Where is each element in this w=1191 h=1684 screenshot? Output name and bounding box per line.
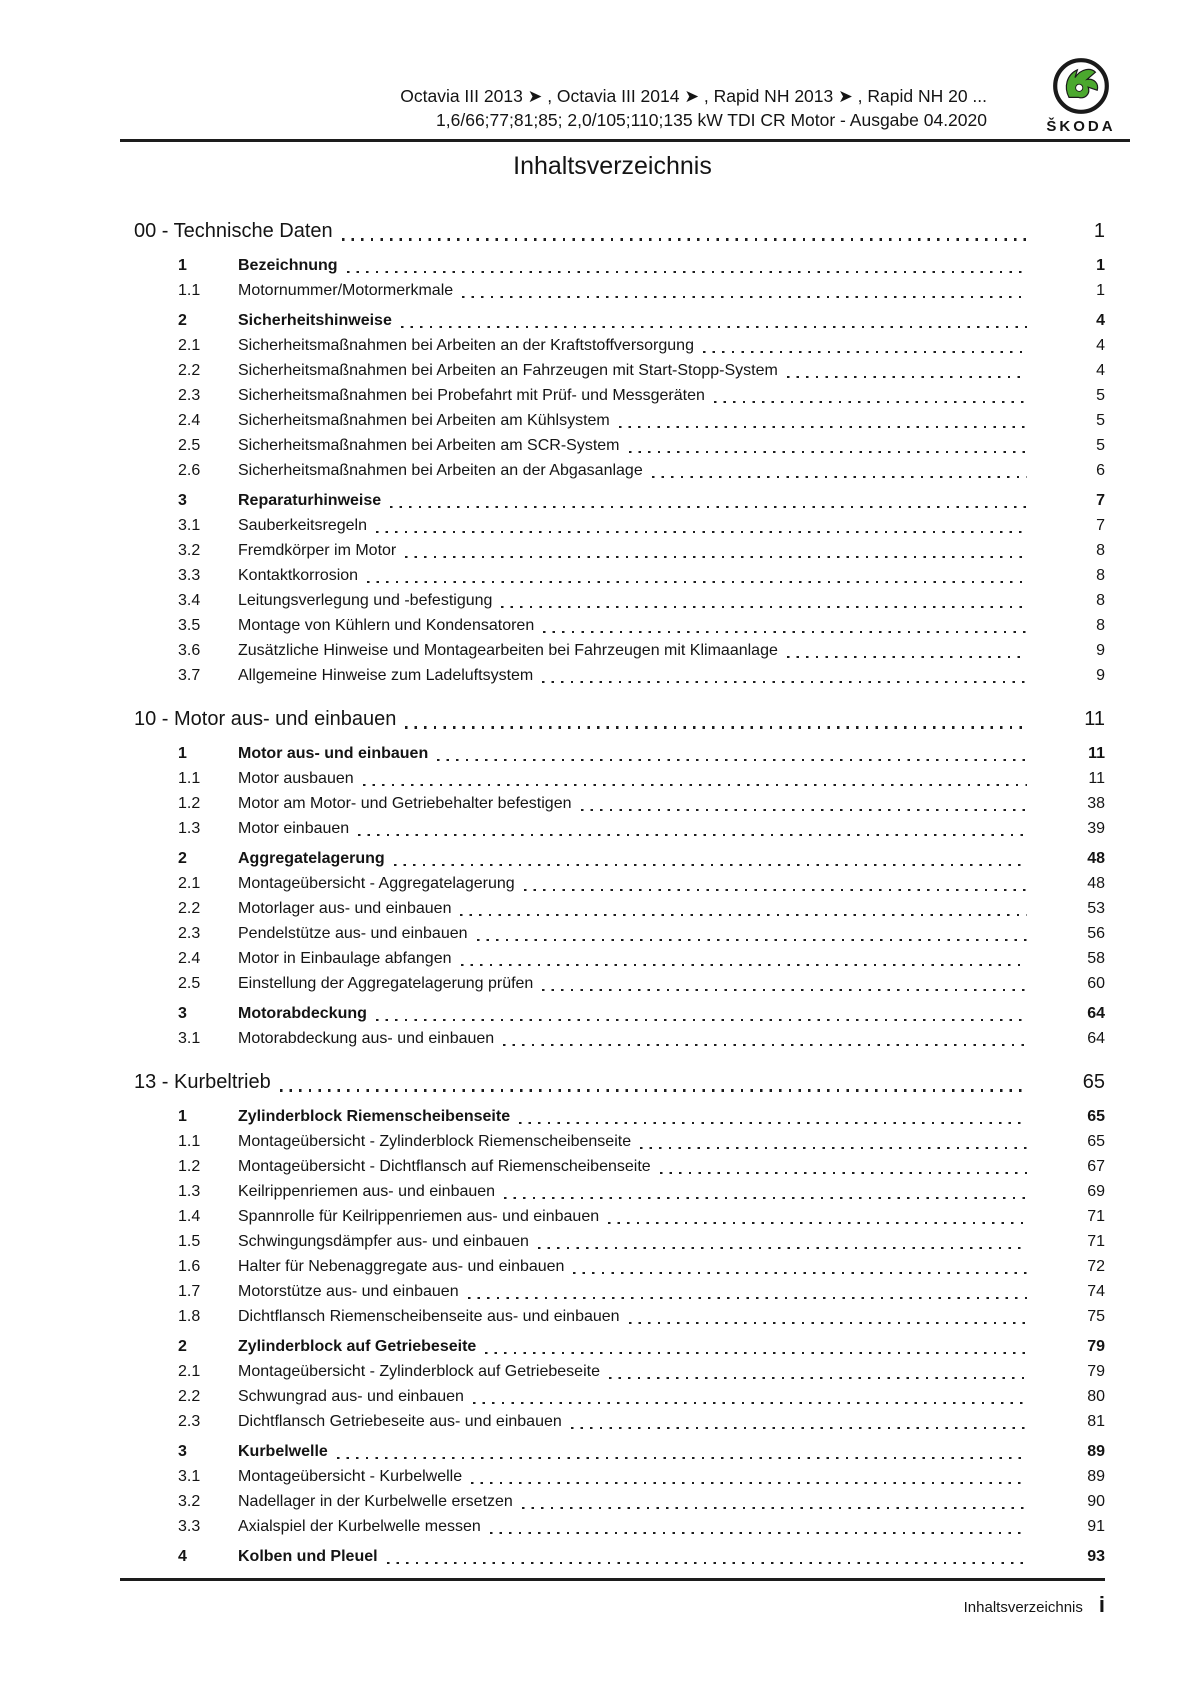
page-title: Inhaltsverzeichnis — [513, 152, 712, 180]
toc-entry-number: 2.2 — [178, 362, 201, 379]
toc-entry-page: 11 — [1088, 745, 1105, 762]
toc-entry-page: 89 — [1087, 1468, 1105, 1485]
toc-entry-title: Zylinderblock Riemenscheibenseite — [238, 1108, 511, 1125]
footer-divider — [120, 1578, 1105, 1581]
toc-entry-title: Montageübersicht - Aggregatelagerung — [238, 875, 515, 892]
dot-leader — [485, 1352, 1027, 1354]
toc-entry-number: 3.5 — [178, 617, 201, 634]
toc-entry-title: Kontaktkorrosion — [238, 567, 359, 584]
dot-leader — [387, 1562, 1027, 1564]
toc-entry-row[interactable] — [120, 896, 1105, 921]
toc-entry-row[interactable] — [120, 846, 1105, 871]
toc-entry-title: Nadellager in der Kurbelwelle ersetzen — [238, 1493, 513, 1510]
toc-entry-row[interactable] — [120, 488, 1105, 513]
toc-entry-page: 64 — [1087, 1030, 1105, 1047]
toc-entry-row[interactable] — [120, 1179, 1105, 1204]
toc-entry-title: Montageübersicht - Zylinderblock auf Getriebeseite — [238, 1363, 600, 1380]
footer-page-number: i — [1098, 1592, 1105, 1617]
dot-leader — [571, 1427, 1027, 1429]
toc-entry-row[interactable] — [120, 1409, 1105, 1434]
toc-entry-number: 2.6 — [178, 462, 201, 479]
toc-entry-page: 75 — [1087, 1308, 1105, 1325]
toc-entry-number: 1.7 — [178, 1283, 201, 1300]
dot-leader — [490, 1532, 1027, 1534]
dot-leader — [504, 1197, 1027, 1199]
toc-chapter-title: 00 - Technische Daten — [134, 220, 333, 242]
toc-entry-row[interactable] — [120, 1001, 1105, 1026]
dot-leader — [358, 834, 1027, 836]
toc-entry-page: 9 — [1096, 667, 1105, 684]
toc-chapter-title: 13 - Kurbeltrieb — [134, 1071, 271, 1093]
toc-entry-page: 9 — [1096, 642, 1105, 659]
toc-entry-page: 7 — [1096, 492, 1105, 509]
toc-entry-page: 71 — [1087, 1233, 1105, 1250]
toc-entry-title: Motor am Motor- und Getriebehalter befestigen — [238, 795, 572, 812]
toc-entry-title: Montageübersicht - Dichtflansch auf Riemenscheibenseite — [238, 1158, 651, 1175]
toc-entry-page: 1 — [1096, 282, 1105, 299]
dot-leader — [477, 939, 1027, 941]
dot-leader — [629, 1322, 1027, 1324]
toc-entry-row[interactable] — [120, 433, 1105, 458]
toc-entry-row[interactable] — [120, 613, 1105, 638]
toc-entry-number: 1.1 — [178, 1133, 201, 1150]
toc-chapter-page: 65 — [1082, 1071, 1105, 1093]
toc-entry-page: 6 — [1096, 462, 1105, 479]
toc-entry-number: 2 — [178, 850, 187, 867]
toc-entry-page: 79 — [1087, 1363, 1105, 1380]
toc-entry-title: Motorlager aus- und einbauen — [238, 900, 452, 917]
dot-leader — [522, 1507, 1027, 1509]
dot-leader — [640, 1147, 1027, 1149]
toc-entry-number: 3.1 — [178, 1030, 201, 1047]
toc-entry-row[interactable] — [120, 588, 1105, 613]
toc-entry-row[interactable] — [120, 741, 1105, 766]
toc-entry-page: 4 — [1096, 312, 1105, 329]
toc-entry-row[interactable] — [120, 871, 1105, 896]
toc-entry-number: 3.1 — [178, 1468, 201, 1485]
toc-entry-title: Halter für Nebenaggregate aus- und einbauen — [238, 1258, 565, 1275]
toc-entry-number: 1.2 — [178, 795, 201, 812]
toc-entry-number: 2.1 — [178, 1363, 201, 1380]
toc-entry-row[interactable] — [120, 791, 1105, 816]
toc-entry-page: 5 — [1096, 412, 1105, 429]
dot-leader — [714, 401, 1027, 403]
toc-entry-number: 3 — [178, 492, 187, 509]
toc-entry-row[interactable] — [120, 1439, 1105, 1464]
toc-entry-row[interactable] — [120, 278, 1105, 303]
toc-entry-number: 3.7 — [178, 667, 201, 684]
toc-entry-row[interactable] — [120, 513, 1105, 538]
toc-entry-title: Dichtflansch Getriebeseite aus- und einbauen — [238, 1413, 562, 1430]
toc-entry-number: 1.3 — [178, 820, 201, 837]
toc-chapter-page: 11 — [1084, 708, 1105, 730]
toc-entry-row[interactable] — [120, 638, 1105, 663]
toc-entry-number: 1.8 — [178, 1308, 201, 1325]
dot-leader — [462, 296, 1027, 298]
dot-leader — [280, 1089, 1027, 1092]
toc-entry-number: 1 — [178, 745, 187, 762]
toc-entry-title: Sicherheitsmaßnahmen bei Arbeiten am Kühlsystem — [238, 412, 610, 429]
toc-entry-title: Zylinderblock auf Getriebeseite — [238, 1338, 477, 1355]
toc-entry-title: Schwungrad aus- und einbauen — [238, 1388, 464, 1405]
toc-entry-title: Sicherheitshinweise — [238, 312, 392, 329]
toc-entry-page: 72 — [1087, 1258, 1105, 1275]
toc-entry-title: Motor einbauen — [238, 820, 350, 837]
toc-entry-title: Motorstütze aus- und einbauen — [238, 1283, 459, 1300]
dot-leader — [471, 1482, 1027, 1484]
toc-chapter-row[interactable] — [120, 702, 1105, 736]
dot-leader — [394, 864, 1027, 866]
dot-leader — [405, 726, 1027, 729]
toc-entry-title: Sicherheitsmaßnahmen bei Arbeiten an Fahrzeugen mit Start-Stopp-System — [238, 362, 778, 379]
dot-leader — [787, 376, 1027, 378]
dot-leader — [652, 476, 1027, 478]
toc-entry-title: Dichtflansch Riemenscheibenseite aus- und einbauen — [238, 1308, 620, 1325]
toc-entry-page: 69 — [1087, 1183, 1105, 1200]
toc-entry-row[interactable] — [120, 538, 1105, 563]
toc-entry-row[interactable] — [120, 1514, 1105, 1539]
toc-entry-title: Reparaturhinweise — [238, 492, 382, 509]
toc-entry-number: 2.4 — [178, 950, 201, 967]
toc-entry-title: Axialspiel der Kurbelwelle messen — [238, 1518, 481, 1535]
dot-leader — [524, 889, 1027, 891]
toc-entry-number: 1.1 — [178, 770, 201, 787]
toc-entry-row[interactable] — [120, 1304, 1105, 1329]
toc-entry-number: 2 — [178, 1338, 187, 1355]
dot-leader — [460, 914, 1027, 916]
skoda-wordmark: ŠKODA — [1046, 118, 1116, 135]
toc-entry-number: 2.2 — [178, 900, 201, 917]
toc-entry-title: Sicherheitsmaßnahmen bei Arbeiten am SCR-System — [238, 437, 620, 454]
dot-leader — [660, 1172, 1027, 1174]
toc-entry-number: 1.1 — [178, 282, 201, 299]
toc-entry-title: Montageübersicht - Zylinderblock Riemenscheibenseite — [238, 1133, 632, 1150]
toc-entry-page: 80 — [1087, 1388, 1105, 1405]
toc-entry-number: 3.6 — [178, 642, 201, 659]
toc-chapter — [120, 702, 1105, 1051]
toc-entry-row[interactable] — [120, 766, 1105, 791]
dot-leader — [461, 964, 1028, 966]
dot-leader — [376, 531, 1027, 533]
dot-leader — [401, 326, 1027, 328]
dot-leader — [468, 1297, 1027, 1299]
dot-leader — [609, 1377, 1027, 1379]
dot-leader — [703, 351, 1027, 353]
toc-entry-page: 8 — [1096, 542, 1105, 559]
toc-entry-title: Einstellung der Aggregatelagerung prüfen — [238, 975, 534, 992]
toc-entry-row[interactable] — [120, 358, 1105, 383]
toc-entry-page: 65 — [1087, 1133, 1105, 1150]
toc-entry-title: Sicherheitsmaßnahmen bei Arbeiten an der Abgasanlage — [238, 462, 643, 479]
dot-leader — [581, 809, 1028, 811]
toc-entry-number: 1.3 — [178, 1183, 201, 1200]
toc-entry-number: 2.3 — [178, 1413, 201, 1430]
page-footer — [964, 1592, 1105, 1618]
toc-entry-page: 74 — [1087, 1283, 1105, 1300]
toc-entry-title: Sauberkeitsregeln — [238, 517, 367, 534]
dot-leader — [376, 1019, 1027, 1021]
toc-entry-page: 60 — [1087, 975, 1105, 992]
header-divider — [120, 139, 1130, 142]
toc-entry-row[interactable] — [120, 1104, 1105, 1129]
toc-entry-number: 2.1 — [178, 875, 201, 892]
dot-leader — [347, 271, 1027, 273]
toc-entry-number: 4 — [178, 1548, 187, 1565]
toc-entry-row[interactable] — [120, 946, 1105, 971]
toc-entry-number: 3.4 — [178, 592, 201, 609]
toc-entry-number: 3.3 — [178, 1518, 201, 1535]
toc-entry-title: Fremdkörper im Motor — [238, 542, 397, 559]
dot-leader — [787, 656, 1027, 658]
dot-leader — [519, 1122, 1027, 1124]
toc-entry-row[interactable] — [120, 1464, 1105, 1489]
toc-entry-page: 38 — [1087, 795, 1105, 812]
skoda-roundel-icon — [1051, 56, 1111, 116]
toc-entry-row[interactable] — [120, 1204, 1105, 1229]
toc-entry-page: 71 — [1087, 1208, 1105, 1225]
header-engine-line: 1,6/66;77;81;85; 2,0/105;110;135 kW TDI CR Motor - Ausgabe 04.2020 — [436, 110, 987, 130]
toc-entry-row[interactable] — [120, 1254, 1105, 1279]
toc — [120, 200, 1105, 1569]
toc-entry-title: Bezeichnung — [238, 257, 338, 274]
dot-leader — [405, 556, 1027, 558]
toc-entry-title: Motornummer/Motormerkmale — [238, 282, 454, 299]
dot-leader — [337, 1457, 1027, 1459]
toc-entry-number: 1 — [178, 257, 187, 274]
dot-leader — [573, 1272, 1027, 1274]
toc-entry-title: Allgemeine Hinweise zum Ladeluftsystem — [238, 667, 534, 684]
toc-entry-row[interactable] — [120, 1384, 1105, 1409]
dot-leader — [390, 506, 1027, 508]
toc-entry-number: 2.5 — [178, 437, 201, 454]
dot-leader — [501, 606, 1027, 608]
dot-leader — [367, 581, 1027, 583]
toc-entry-page: 79 — [1087, 1338, 1105, 1355]
toc-chapter — [120, 214, 1105, 688]
toc-entry-title: Sicherheitsmaßnahmen bei Arbeiten an der Kraftstoffversorgung — [238, 337, 694, 354]
dot-leader — [629, 451, 1028, 453]
toc-entry-row[interactable] — [120, 333, 1105, 358]
toc-entry-row[interactable] — [120, 1359, 1105, 1384]
toc-entry-page: 11 — [1088, 770, 1105, 787]
toc-entry-row[interactable] — [120, 1489, 1105, 1514]
toc-entry-row[interactable] — [120, 663, 1105, 688]
toc-entry-row[interactable] — [120, 1279, 1105, 1304]
toc-entry-title: Motorabdeckung aus- und einbauen — [238, 1030, 495, 1047]
footer-section-label: Inhaltsverzeichnis — [963, 1599, 1083, 1616]
toc-entry-number: 1.6 — [178, 1258, 201, 1275]
toc-entry-title: Leitungsverlegung und -befestigung — [238, 592, 493, 609]
toc-entry-title: Sicherheitsmaßnahmen bei Probefahrt mit Prüf- und Messgeräten — [238, 387, 705, 404]
toc-entry-number: 3.3 — [178, 567, 201, 584]
toc-entry-row[interactable] — [120, 1026, 1105, 1051]
toc-entry-page: 8 — [1096, 617, 1105, 634]
toc-entry-number: 3.2 — [178, 542, 201, 559]
toc-entry-title: Spannrolle für Keilrippenriemen aus- und einbauen — [238, 1208, 600, 1225]
toc-entry-title: Keilrippenriemen aus- und einbauen — [238, 1183, 496, 1200]
toc-entry-row[interactable] — [120, 408, 1105, 433]
dot-leader — [543, 631, 1027, 633]
toc-entry-number: 2.3 — [178, 925, 201, 942]
dot-leader — [437, 759, 1027, 761]
toc-chapter-row[interactable] — [120, 214, 1105, 248]
toc-entry-page: 89 — [1087, 1443, 1105, 1460]
toc-entry-row[interactable] — [120, 1129, 1105, 1154]
toc-chapter — [120, 1065, 1105, 1569]
toc-entry-title: Motorabdeckung — [238, 1005, 367, 1022]
toc-entry-number: 2.5 — [178, 975, 201, 992]
toc-entry-number: 2.1 — [178, 337, 201, 354]
toc-entry-number: 2.4 — [178, 412, 201, 429]
toc-chapter-row[interactable] — [120, 1065, 1105, 1099]
skoda-logo — [1037, 56, 1125, 135]
toc-entry-row[interactable] — [120, 1229, 1105, 1254]
dot-leader — [503, 1044, 1027, 1046]
toc-entry-page: 91 — [1087, 1518, 1105, 1535]
document-header — [400, 84, 987, 132]
toc-entry-page: 56 — [1087, 925, 1105, 942]
dot-leader — [542, 989, 1027, 991]
toc-entry-number: 1.5 — [178, 1233, 201, 1250]
dot-leader — [608, 1222, 1027, 1224]
toc-entry-page: 48 — [1087, 875, 1105, 892]
toc-entry-page: 90 — [1087, 1493, 1105, 1510]
toc-entry-title: Kurbelwelle — [238, 1443, 328, 1460]
toc-entry-page: 8 — [1096, 592, 1105, 609]
toc-entry-page: 93 — [1087, 1548, 1105, 1565]
dot-leader — [538, 1247, 1027, 1249]
toc-entry-title: Montage von Kühlern und Kondensatoren — [238, 617, 535, 634]
page-content — [120, 0, 1116, 1684]
toc-entry-row[interactable] — [120, 253, 1105, 278]
toc-entry-title: Pendelstütze aus- und einbauen — [238, 925, 468, 942]
toc-entry-page: 58 — [1087, 950, 1105, 967]
toc-entry-title: Motor aus- und einbauen — [238, 745, 429, 762]
toc-entry-row[interactable] — [120, 816, 1105, 841]
toc-entry-title: Motor in Einbaulage abfangen — [238, 950, 452, 967]
toc-entry-row[interactable] — [120, 971, 1105, 996]
toc-entry-number: 3.1 — [178, 517, 201, 534]
dot-leader — [542, 681, 1027, 683]
toc-entry-page: 8 — [1096, 567, 1105, 584]
toc-entry-page: 64 — [1087, 1005, 1105, 1022]
toc-entry-page: 1 — [1096, 257, 1105, 274]
toc-entry-number: 2 — [178, 312, 187, 329]
toc-entry-page: 65 — [1087, 1108, 1105, 1125]
toc-entry-page: 5 — [1096, 387, 1105, 404]
toc-entry-number: 1 — [178, 1108, 187, 1125]
toc-entry-page: 67 — [1087, 1158, 1105, 1175]
toc-entry-title: Schwingungsdämpfer aus- und einbauen — [238, 1233, 529, 1250]
toc-entry-page: 48 — [1087, 850, 1105, 867]
toc-entry-title: Aggregatelagerung — [238, 850, 385, 867]
toc-entry-number: 1.2 — [178, 1158, 201, 1175]
toc-entry-page: 39 — [1087, 820, 1105, 837]
toc-entry-page: 81 — [1087, 1413, 1105, 1430]
toc-entry-page: 4 — [1096, 362, 1105, 379]
toc-entry-page: 53 — [1087, 900, 1105, 917]
toc-entry-row[interactable] — [120, 921, 1105, 946]
toc-entry-row[interactable] — [120, 1544, 1105, 1569]
toc-entry-number: 3 — [178, 1443, 187, 1460]
toc-entry-row[interactable] — [120, 458, 1105, 483]
toc-entry-page: 5 — [1096, 437, 1105, 454]
toc-entry-number: 1.4 — [178, 1208, 201, 1225]
dot-leader — [619, 426, 1027, 428]
toc-entry-title: Zusätzliche Hinweise und Montagearbeiten bei Fahrzeugen mit Klimaanlage — [238, 642, 778, 659]
toc-entry-number: 2.2 — [178, 1388, 201, 1405]
dot-leader — [363, 784, 1027, 786]
dot-leader — [473, 1402, 1027, 1404]
toc-chapter-title: 10 - Motor aus- und einbauen — [134, 708, 397, 730]
toc-entry-title: Kolben und Pleuel — [238, 1548, 378, 1565]
toc-entry-row[interactable] — [120, 1154, 1105, 1179]
dot-leader — [342, 238, 1027, 241]
toc-entry-page: 7 — [1096, 517, 1105, 534]
toc-entry-title: Motor ausbauen — [238, 770, 354, 787]
toc-entry-number: 3 — [178, 1005, 187, 1022]
toc-entry-number: 3.2 — [178, 1493, 201, 1510]
toc-entry-row[interactable] — [120, 383, 1105, 408]
toc-entry-row[interactable] — [120, 308, 1105, 333]
toc-entry-number: 2.3 — [178, 387, 201, 404]
toc-entry-page: 4 — [1096, 337, 1105, 354]
toc-entry-row[interactable] — [120, 563, 1105, 588]
toc-entry-row[interactable] — [120, 1334, 1105, 1359]
toc-entry-title: Montageübersicht - Kurbelwelle — [238, 1468, 463, 1485]
header-models-line: Octavia III 2013 ➤ , Octavia III 2014 ➤ , Rapid NH 2013 ➤ , Rapid NH 20 ... — [400, 86, 987, 106]
toc-chapter-page: 1 — [1093, 220, 1105, 242]
